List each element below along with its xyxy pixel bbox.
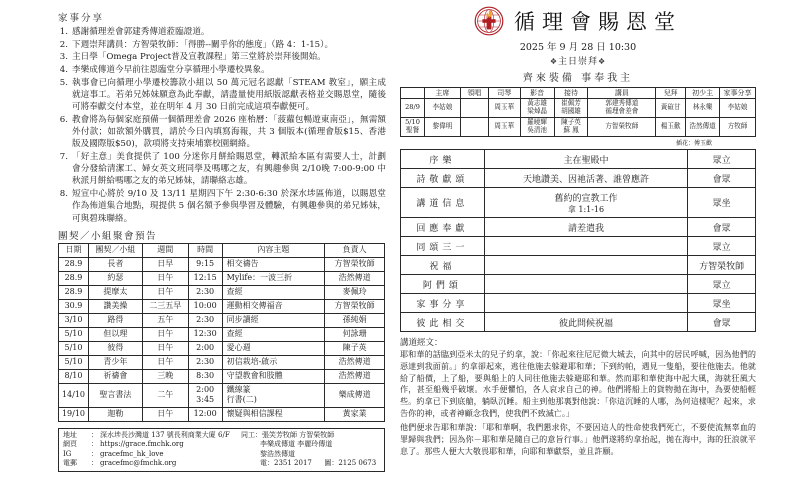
announcement-text: 李樂成傳道今早前往恩臨堂分享循理小學遷校異象。 bbox=[72, 65, 270, 76]
announcement-item bbox=[58, 39, 386, 51]
announcement-item bbox=[58, 188, 386, 225]
worship-theme: 齊來裝備 事奉我主 bbox=[522, 73, 634, 84]
phone-label: 電 bbox=[260, 459, 267, 468]
roster-cell-share: 李姑娘 bbox=[720, 99, 756, 118]
roster-cell-junior: 林永樂 bbox=[686, 99, 720, 118]
order-row bbox=[401, 150, 756, 169]
contact-email-value[interactable]: gracefmc@fmchk.org bbox=[100, 459, 177, 468]
colon: ： bbox=[91, 440, 98, 449]
roster-cell-chair: 李姑娘 bbox=[424, 99, 460, 118]
order-row bbox=[401, 237, 756, 256]
announcement-item bbox=[58, 51, 386, 63]
table-row bbox=[401, 118, 756, 137]
cell-date: 28.9 bbox=[59, 271, 89, 285]
masthead bbox=[400, 6, 756, 36]
roster-header-share: 家事分享 bbox=[720, 88, 756, 99]
fellowship-header-leader: 負責人 bbox=[325, 243, 385, 257]
announcement-item bbox=[58, 64, 386, 76]
ornament-left-icon: ❖ bbox=[549, 57, 558, 66]
announcement-number: 3. bbox=[59, 52, 68, 63]
right-column bbox=[392, 0, 800, 500]
cell-time: 12:30 bbox=[188, 327, 222, 341]
staff-heading-row bbox=[241, 431, 380, 440]
cell-topic: 愛心週 bbox=[222, 341, 325, 355]
cell-date: 28.9 bbox=[59, 257, 89, 271]
roster-cell-lead bbox=[460, 118, 488, 137]
cell-group: 路得 bbox=[88, 313, 142, 327]
order-item-name: 祝福 bbox=[401, 256, 485, 275]
order-item-participant: 會眾 bbox=[688, 313, 756, 332]
cell-date: 5/10 bbox=[59, 327, 89, 341]
order-item-name: 回應奉獻 bbox=[401, 218, 485, 237]
fellowship-table-heading: 團契／小組聚會預告 bbox=[58, 230, 158, 242]
cell-date: 5/10 bbox=[59, 341, 89, 355]
roster-cell-piano: 周玉華 bbox=[488, 99, 520, 118]
contact-ig-value[interactable]: gracefmc_hk_love bbox=[100, 449, 164, 458]
contact-left bbox=[63, 431, 241, 469]
contact-email-label: 電郵 bbox=[63, 459, 77, 468]
order-item-content: 天地讚美、因祂活著、誰曾應許 bbox=[484, 169, 687, 188]
cell-group: 約瑟 bbox=[88, 271, 142, 285]
cell-topic: 鐵線篆 行書(二) bbox=[222, 383, 325, 407]
roster-header-chair: 主席 bbox=[424, 88, 460, 99]
table-row bbox=[59, 327, 385, 341]
order-item-name: 同頌三一 bbox=[401, 237, 485, 256]
cell-date: 30.9 bbox=[59, 299, 89, 313]
cell-leader: 黃家業 bbox=[325, 407, 385, 421]
fellowship-header-time: 時間 bbox=[188, 243, 222, 257]
roster-header-speaker: 講員 bbox=[588, 88, 656, 99]
cell-time: 2:30 bbox=[188, 285, 222, 299]
fellowship-table bbox=[58, 243, 385, 422]
fax-label: 圖 bbox=[324, 459, 332, 468]
table-row bbox=[59, 355, 385, 369]
announcement-item bbox=[58, 151, 386, 188]
cell-group: 長者 bbox=[88, 257, 142, 271]
cell-time: 9:15 bbox=[188, 257, 222, 271]
scripture-heading: 講道經文： bbox=[400, 338, 443, 349]
announcement-number: 4. bbox=[59, 65, 68, 76]
order-row bbox=[401, 256, 756, 275]
roster-header-av: 影音 bbox=[520, 88, 554, 99]
cell-topic: 查經 bbox=[222, 285, 325, 299]
colon: ： bbox=[255, 430, 262, 439]
left-column bbox=[0, 0, 392, 500]
table-row bbox=[59, 407, 385, 421]
announcements-heading: 家事分享 bbox=[58, 13, 105, 24]
cell-topic: 查經 bbox=[222, 327, 325, 341]
cell-group: 彼得 bbox=[88, 341, 142, 355]
cell-topic: 相交禱告 bbox=[222, 257, 325, 271]
roster-cell-date: 5/10 聖餐 bbox=[401, 118, 425, 137]
cell-group: 但以理 bbox=[88, 327, 142, 341]
fellowship-header-group: 團契／小組 bbox=[88, 243, 142, 257]
contact-address-value: 深水埗長沙灣道 137 號長利商業大廈 6/F bbox=[100, 430, 230, 439]
cell-date: 3/10 bbox=[59, 313, 89, 327]
fax-value: 2125 0673 bbox=[338, 459, 377, 468]
roster-cell-lead bbox=[460, 99, 488, 118]
phone-value: 2351 2017 bbox=[274, 459, 312, 468]
church-name-title: 循理會賜恩堂 bbox=[514, 10, 682, 34]
phone-fax-row bbox=[241, 459, 380, 468]
roster-header-piano: 司琴 bbox=[488, 88, 520, 99]
order-item-name: 講道信息 bbox=[401, 188, 485, 218]
cell-topic: 懷疑與相信課程 bbox=[222, 407, 325, 421]
order-row bbox=[401, 313, 756, 332]
cell-leader: 孫純娟 bbox=[325, 313, 385, 327]
cell-day: 二三五早 bbox=[142, 299, 188, 313]
order-item-content: 請差遣我 bbox=[484, 218, 687, 237]
announcement-text: 短宣中心將於 9/10 及 13/11 星期四下午 2:30-6:30 於深水埗區佈道，以賜恩堂作為佈道集合地點，現提供 5 個名額予參與學習及體驗，有興趣參與的弟兄姊妹，可與碧珠聯絡。 bbox=[72, 189, 386, 224]
contact-address-label: 地址 bbox=[63, 430, 77, 439]
cell-day: 二午 bbox=[142, 383, 188, 407]
cell-day: 日午 bbox=[142, 355, 188, 369]
order-item-participant: 會眾 bbox=[688, 218, 756, 237]
cell-group: 祈禱會 bbox=[88, 369, 142, 383]
order-row bbox=[401, 169, 756, 188]
contact-email-row bbox=[63, 459, 241, 468]
contact-box bbox=[58, 428, 385, 472]
cell-leader: 浩然傳道 bbox=[325, 369, 385, 383]
scripture-text bbox=[400, 349, 756, 457]
roster-cell-children: 黃碹甘 bbox=[656, 99, 686, 118]
flower-credit: 插花：傅玉歡 bbox=[675, 140, 712, 148]
cell-time: 12:00 bbox=[188, 407, 222, 421]
order-row bbox=[401, 275, 756, 294]
service-date: 2025 年 9 月 28 日 10:30 bbox=[519, 42, 637, 53]
cell-leader: 方智榮牧師 bbox=[325, 257, 385, 271]
cell-topic: 守望教會和肢體 bbox=[222, 369, 325, 383]
order-item-name: 家事分享 bbox=[401, 294, 485, 313]
colon: ： bbox=[91, 459, 98, 468]
contact-address-row bbox=[63, 431, 241, 440]
cell-day: 日早 bbox=[142, 257, 188, 271]
fellowship-header-day: 週間 bbox=[142, 243, 188, 257]
order-item-content bbox=[484, 237, 687, 256]
cell-date: 8/10 bbox=[59, 369, 89, 383]
scripture-paragraph: 他們便求告耶和華說：「耶和華啊，我們懇求你，不要因這人的性命使我們死亡，不要使流無辜血的罪歸與我們；因為你－耶和華是隨自己的意旨行事。」他們遂將約拿抬起，拋在海中，海的狂浪就平息了。那些人便大大敬畏耶和華，向耶和華獻祭，並且許願。 bbox=[400, 421, 756, 456]
church-logo-icon bbox=[474, 6, 504, 36]
roster-cell-date: 28/9 bbox=[401, 99, 425, 118]
order-item-reference: 拿 1:1-16 bbox=[567, 204, 605, 214]
contact-web-value[interactable]: https://grace.fmchk.org bbox=[100, 440, 184, 449]
announcement-number: 8. bbox=[59, 189, 68, 200]
cell-date: 28.9 bbox=[59, 285, 89, 299]
cell-group: 提摩太 bbox=[88, 285, 142, 299]
cell-group: 迦勒 bbox=[88, 407, 142, 421]
cell-time: 12:15 bbox=[188, 271, 222, 285]
cell-day: 日午 bbox=[142, 407, 188, 421]
roster-cell-av: 黃志雄 梁焯晶 bbox=[520, 99, 554, 118]
announcement-number: 2. bbox=[59, 39, 68, 50]
announcement-number: 6. bbox=[59, 114, 68, 125]
order-item-content bbox=[484, 294, 687, 313]
order-item-participant: 眾立 bbox=[688, 237, 756, 256]
cell-time: 2:30 bbox=[188, 313, 222, 327]
cell-time: 2:00 bbox=[188, 341, 222, 355]
roster-header-junior: 初少主 bbox=[686, 88, 720, 99]
contact-web-label: 網頁 bbox=[63, 440, 77, 449]
order-item-participant: 眾坐 bbox=[688, 294, 756, 313]
ornament-right-icon: ❖ bbox=[598, 57, 607, 66]
order-item-name: 詩敬獻頌 bbox=[401, 169, 485, 188]
colon: ： bbox=[331, 459, 339, 468]
cell-group: 讚美操 bbox=[88, 299, 142, 313]
staff-line-2: 李樂成傳道 李麗玲傳道 bbox=[260, 440, 333, 449]
order-item-content: 舊約的宣教工作 拿 1:1-16 bbox=[484, 188, 687, 218]
staff-line-3: 黎浩然傳道 bbox=[260, 449, 295, 458]
cell-leader: 方智榮牧師 bbox=[325, 299, 385, 313]
table-row bbox=[59, 369, 385, 383]
cell-topic: 同步讀經 bbox=[222, 313, 325, 327]
roster-cell-greet: 陳子英 蘇 鳳 bbox=[554, 118, 588, 137]
table-row bbox=[59, 383, 385, 407]
order-item-content: 主在聖殿中 bbox=[484, 150, 687, 169]
roster-header-children: 兒拜 bbox=[656, 88, 686, 99]
roster-header-greet: 接待 bbox=[554, 88, 588, 99]
announcement-text: 教會將為每個家庭預備一個循理差會 2026 座枱曆：「菠蘿包暢遊東南亞」，無需額外付款；如欲額外購買，請於今日內填寫海報，共 3 個版本(循理會版$15、香港版及國際版$50)，款項將支持柬埔寨校園網絡。 bbox=[72, 114, 386, 150]
service-roster-table bbox=[400, 87, 756, 137]
order-item-participant: 眾立 bbox=[688, 150, 756, 169]
order-item-name: 彼此相交 bbox=[401, 313, 485, 332]
order-item-participant: 眾坐 bbox=[688, 188, 756, 218]
table-row bbox=[59, 271, 385, 285]
cell-topic: 初信栽培-啟示 bbox=[222, 355, 325, 369]
table-row bbox=[59, 285, 385, 299]
roster-header-row bbox=[401, 88, 756, 99]
contact-web-row bbox=[63, 440, 241, 449]
cell-time: 10:00 bbox=[188, 299, 222, 313]
cell-time: 8:30 bbox=[188, 369, 222, 383]
announcement-text: 執事會已向循理小學遷校籌款小組以 50 萬元冠名認獻「STEAM 教室」，願主成就這事工。若弟兄姊妹願意為此奉獻，請盡量使用紙版認獻表格並交賜恩堂，隨後可將奉獻交付本堂，並在明年 4 月 30 日前完成這項奉獻便可。 bbox=[72, 77, 386, 113]
order-row bbox=[401, 294, 756, 313]
cell-day: 三晚 bbox=[142, 369, 188, 383]
cell-date: 14/10 bbox=[59, 383, 89, 407]
worship-label-line bbox=[400, 54, 756, 67]
roster-header-lead: 領唱 bbox=[460, 88, 488, 99]
cell-leader: 浩然傳道 bbox=[325, 271, 385, 285]
cell-leader: 浩然傳道 bbox=[325, 355, 385, 369]
table-row bbox=[59, 313, 385, 327]
cell-date: 19/10 bbox=[59, 407, 89, 421]
announcement-text: 主日學「Omega Project普及宣教課程」第三堂將於崇拜後開始。 bbox=[72, 52, 326, 63]
roster-cell-share: 方牧師 bbox=[720, 118, 756, 137]
order-item-participant: 方智榮牧師 bbox=[688, 256, 756, 275]
cell-day: 日午 bbox=[142, 285, 188, 299]
staff-label: 同工 bbox=[241, 430, 255, 439]
cell-leader: 陳子英 bbox=[325, 341, 385, 355]
table-row bbox=[59, 257, 385, 271]
roster-cell-chair: 黎偉明 bbox=[424, 118, 460, 137]
order-item-participant: 眾立 bbox=[688, 275, 756, 294]
table-row bbox=[59, 341, 385, 355]
roster-cell-piano: 周玉華 bbox=[488, 118, 520, 137]
staff-line-2-row bbox=[241, 440, 380, 449]
announcement-list bbox=[58, 26, 386, 225]
order-item-content bbox=[484, 256, 687, 275]
cell-day: 五午 bbox=[142, 313, 188, 327]
table-row bbox=[59, 299, 385, 313]
announcement-text: 「好主意」美食提供了 100 分迷你月餅給賜恩堂，轉派給本區有需要人士，計劃會分發給清潔工、婦女英文班同學及嗎哪之友，有興趣參與 2/10晚 7:00-9:00 中秋派月餅給嗎哪之友的弟兄姊妹，請聯絡志雄。 bbox=[72, 152, 386, 187]
cell-leader: 麥佩玲 bbox=[325, 285, 385, 299]
announcement-number: 7. bbox=[59, 152, 68, 163]
roster-cell-greet: 崔佩芳 胡國雄 bbox=[554, 99, 588, 118]
scripture-paragraph: 耶和華的話臨到亞米太的兒子約拿，說：「你起來往尼尼微大城去，向其中的居民呼喊，因為他們的惡達到我面前。」約拿卻起來，逃往他施去躲避耶和華；下到約帕，遇見一隻船，要往他施去。他就給了船價，上了船，要與船上的人同往他施去躲避耶和華。然而耶和華使海中起大風，海就狂風大作，甚至船幾乎破壞。水手便懼怕，各人哀求自己的神。他們將船上的貨物拋在海中，為要使船輕些。約拿已下到底艙，躺臥沉睡。船主到他那裏對他說：「你這沉睡的人哪，為何這樣呢？起來，求告你的神，或者神顧念我們，使我們不致滅亡。」 bbox=[400, 349, 756, 419]
cell-group: 聖言書法 bbox=[88, 383, 142, 407]
order-item-content bbox=[484, 275, 687, 294]
cell-leader: 樂成傳道 bbox=[325, 383, 385, 407]
cell-topic: 運動相交傳福音 bbox=[222, 299, 325, 313]
colon: ： bbox=[91, 430, 98, 439]
announcement-number: 5. bbox=[59, 77, 68, 88]
roster-cell-junior: 浩然傳道 bbox=[686, 118, 720, 137]
table-row bbox=[401, 99, 756, 118]
announcement-item bbox=[58, 77, 386, 114]
contact-ig-row bbox=[63, 450, 241, 459]
cell-group: 青少年 bbox=[88, 355, 142, 369]
cell-leader: 何詠珊 bbox=[325, 327, 385, 341]
order-row bbox=[401, 218, 756, 237]
cell-time: 2:00 3:45 bbox=[188, 383, 222, 407]
announcement-text: 下週崇拜講員：方智榮牧師：「得勝--關乎你的態度」（路 4：1-15）。 bbox=[72, 39, 334, 50]
cell-day: 日午 bbox=[142, 327, 188, 341]
fellowship-header-row bbox=[59, 243, 385, 257]
order-item-participant: 會眾 bbox=[688, 169, 756, 188]
staff-line-1: 張笑芳牧師 方智榮牧師 bbox=[262, 430, 335, 439]
announcement-item bbox=[58, 114, 386, 151]
worship-label: 主日崇拜 bbox=[557, 57, 598, 67]
order-item-content: 彼此問候祝福 bbox=[484, 313, 687, 332]
order-row bbox=[401, 188, 756, 218]
announcement-text: 感謝循理差會郭建秀傳道蒞臨證道。 bbox=[72, 27, 210, 37]
staff-line-3-row bbox=[241, 450, 380, 459]
contact-ig-label: IG bbox=[63, 449, 72, 458]
cell-topic: Mylife：一波三折 bbox=[222, 271, 325, 285]
order-item-name: 序樂 bbox=[401, 150, 485, 169]
roster-cell-children: 楊玉歡 bbox=[656, 118, 686, 137]
roster-cell-speaker: 郭建秀傳道 循理會差會 bbox=[588, 99, 656, 118]
announcement-number: 1. bbox=[59, 27, 68, 37]
fellowship-header-topic: 內容主題 bbox=[222, 243, 325, 257]
order-item-name: 阿們頌 bbox=[401, 275, 485, 294]
contact-right bbox=[241, 431, 380, 469]
cell-day: 日午 bbox=[142, 341, 188, 355]
cell-day: 日午 bbox=[142, 271, 188, 285]
cell-time: 2:30 bbox=[188, 355, 222, 369]
roster-cell-av: 羅曉輝 吳清池 bbox=[520, 118, 554, 137]
roster-header-blank bbox=[401, 88, 425, 99]
colon: ： bbox=[91, 449, 98, 458]
cell-date: 5/10 bbox=[59, 355, 89, 369]
announcement-item bbox=[58, 26, 386, 38]
roster-cell-speaker: 方智榮牧師 bbox=[588, 118, 656, 137]
colon: ： bbox=[267, 459, 274, 468]
fellowship-header-date: 日期 bbox=[59, 243, 89, 257]
order-of-worship-table bbox=[400, 149, 756, 332]
